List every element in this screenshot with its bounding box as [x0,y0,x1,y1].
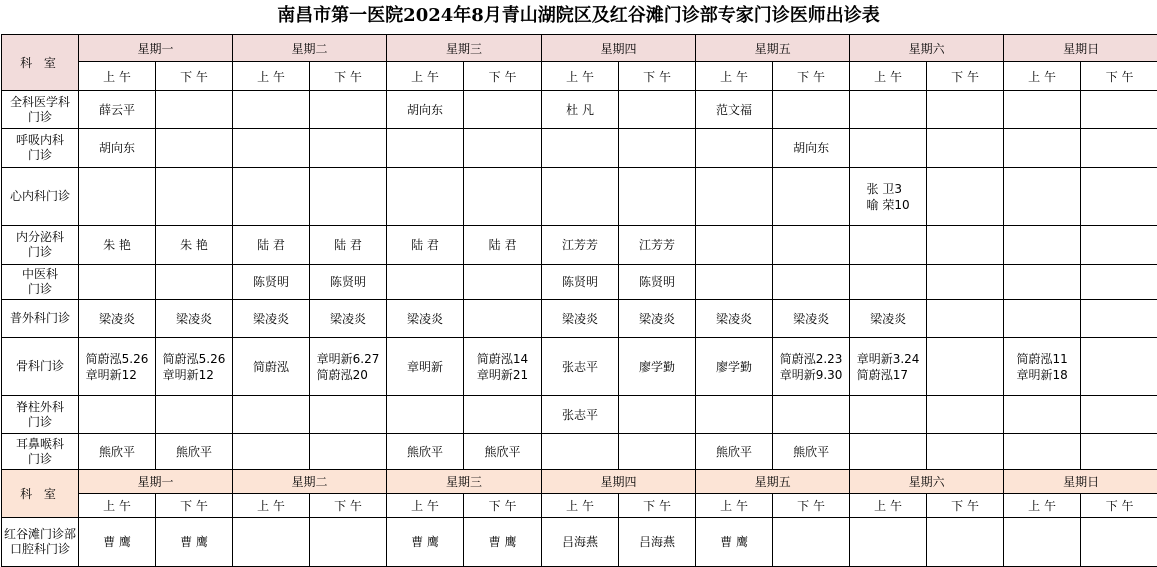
table-row [2,168,1157,226]
schedule-cell [387,396,464,434]
pm-header: 下 午 [619,494,696,518]
schedule-cell [1004,396,1081,434]
day-header-3: 星期三 [387,35,542,62]
schedule-cell [387,129,464,168]
doctor-name: 廖学勤 [639,359,675,375]
schedule-cell [619,518,696,567]
schedule-cell [156,434,233,470]
schedule-cell [542,396,619,434]
pm-header: 下 午 [156,62,233,91]
day-header-5: 星期五 [696,470,850,494]
schedule-cell [927,129,1004,168]
doctor-name: 曹 鹰 [180,534,208,550]
schedule-cell [233,129,310,168]
schedule-cell [310,91,387,129]
schedule-cell [387,338,464,396]
schedule-cell [310,396,387,434]
doctor-name: 曹 鹰 [103,534,131,550]
am-header: 上 午 [233,62,310,91]
doctor-name: 熊欣平 [407,444,443,460]
doctor-name: 曹 鹰 [720,534,748,550]
schedule-cell [310,168,387,226]
doctor-name: 陈贤明 [253,274,289,290]
doctor-name: 梁凌炎 [176,311,212,327]
schedule-cell [156,396,233,434]
pm-header: 下 午 [773,62,850,91]
schedule-cell [464,434,542,470]
day-header-3: 星期三 [387,470,542,494]
schedule-cell [773,300,850,338]
schedule-cell [1081,300,1157,338]
doctor-name: 梁凌炎 [716,311,752,327]
doctor-name: 江芳芳 [562,237,598,253]
schedule-cell [464,396,542,434]
doctor-name: 简蔚泓 [253,359,289,375]
am-header: 上 午 [696,62,773,91]
day-header-5: 星期五 [696,35,850,62]
schedule-cell [310,518,387,567]
am-header: 上 午 [79,62,156,91]
schedule-cell [464,168,542,226]
schedule-cell [233,434,310,470]
doctor-name: 张志平 [562,359,598,375]
doctor-name: 曹 鹰 [411,534,439,550]
am-header: 上 午 [696,494,773,518]
schedule-cell [1004,300,1081,338]
doctor-name: 简蔚泓11 章明新18 [1016,351,1067,383]
schedule-cell [79,300,156,338]
schedule-cell [927,434,1004,470]
doctor-name: 胡向东 [99,140,135,156]
day-header-7: 星期日 [1004,470,1157,494]
schedule-cell [696,91,773,129]
schedule-cell [156,338,233,396]
schedule-cell [310,434,387,470]
am-header: 上 午 [850,62,927,91]
dept-name: 红谷滩门诊部 口腔科门诊 [2,518,79,567]
schedule-cell [850,396,927,434]
schedule-cell [619,338,696,396]
doctor-name: 梁凌炎 [870,311,906,327]
schedule-cell [1081,518,1157,567]
schedule-cell [619,226,696,265]
schedule-cell [233,396,310,434]
doctor-name: 张 卫3 喻 荣10 [867,181,910,213]
pm-header: 下 午 [1081,494,1157,518]
doctor-name: 江芳芳 [639,237,675,253]
am-header: 上 午 [387,494,464,518]
schedule-cell [927,226,1004,265]
pm-header: 下 午 [156,494,233,518]
schedule-cell [464,338,542,396]
dept-name: 心内科门诊 [2,168,79,226]
schedule-cell [773,518,850,567]
dept-column-header: 科 室 [2,35,79,91]
doctor-name: 陆 君 [411,237,439,253]
doctor-name: 曹 鹰 [489,534,517,550]
am-header: 上 午 [1004,62,1081,91]
schedule-cell [156,129,233,168]
pm-header: 下 午 [310,62,387,91]
schedule-cell [1004,434,1081,470]
doctor-name: 杜 凡 [566,102,594,118]
schedule-cell [850,338,927,396]
schedule-cell [233,338,310,396]
am-header: 上 午 [233,494,310,518]
schedule-cell [542,226,619,265]
schedule-cell [156,168,233,226]
schedule-cell [1081,396,1157,434]
schedule-cell [79,129,156,168]
day-header-row [2,470,1157,494]
schedule-cell [464,91,542,129]
doctor-name: 简蔚泓2.23 章明新9.30 [780,351,843,383]
pm-header: 下 午 [464,494,542,518]
doctor-name: 熊欣平 [485,444,521,460]
pm-header: 下 午 [773,494,850,518]
doctor-name: 陆 君 [489,237,517,253]
ampm-header-row [2,494,1157,518]
am-header: 上 午 [1004,494,1081,518]
table-row [2,396,1157,434]
schedule-cell [387,265,464,300]
schedule-cell [927,396,1004,434]
dept-column-header: 科 室 [2,470,79,518]
schedule-cell [696,265,773,300]
dept-name: 内分泌科 门诊 [2,226,79,265]
schedule-cell [773,226,850,265]
schedule-cell [850,226,927,265]
schedule-cell [927,265,1004,300]
schedule-cell [387,300,464,338]
schedule-cell [79,338,156,396]
schedule-cell [619,396,696,434]
dept-name: 呼吸内科 门诊 [2,129,79,168]
table-row [2,434,1157,470]
schedule-cell [696,518,773,567]
schedule-cell [79,265,156,300]
schedule-cell [1081,338,1157,396]
doctor-name: 薛云平 [99,102,135,118]
day-header-6: 星期六 [850,470,1004,494]
doctor-name: 陆 君 [257,237,285,253]
schedule-cell [542,518,619,567]
schedule-cell [1004,265,1081,300]
schedule-cell [310,300,387,338]
dept-name: 骨科门诊 [2,338,79,396]
pm-header: 下 午 [310,494,387,518]
schedule-cell [696,300,773,338]
doctor-name: 熊欣平 [99,444,135,460]
table-row [2,265,1157,300]
day-header-4: 星期四 [542,35,696,62]
schedule-cell [387,434,464,470]
am-header: 上 午 [542,62,619,91]
schedule-cell [464,129,542,168]
doctor-name: 胡向东 [793,140,829,156]
schedule-cell [310,129,387,168]
schedule-cell [619,300,696,338]
dept-name: 耳鼻喉科 门诊 [2,434,79,470]
schedule-cell [927,518,1004,567]
doctor-name: 章明新3.24 简蔚泓17 [857,351,920,383]
schedule-cell [850,300,927,338]
schedule-cell [850,518,927,567]
schedule-cell [850,129,927,168]
schedule-cell [773,168,850,226]
doctor-name: 熊欣平 [716,444,752,460]
pm-header: 下 午 [1081,62,1157,91]
schedule-cell [542,168,619,226]
doctor-name: 梁凌炎 [639,311,675,327]
am-header: 上 午 [850,494,927,518]
doctor-name: 章明新 [407,359,443,375]
schedule-cell [1004,168,1081,226]
ampm-header-row [2,62,1157,91]
doctor-name: 简蔚泓14 章明新21 [477,351,528,383]
schedule-cell [696,226,773,265]
schedule-cell [927,168,1004,226]
schedule-cell [156,226,233,265]
schedule-cell [156,300,233,338]
schedule-cell [464,518,542,567]
schedule-cell [542,434,619,470]
schedule-cell [1081,168,1157,226]
schedule-cell [927,91,1004,129]
table-row [2,91,1157,129]
doctor-name: 范文福 [716,102,752,118]
schedule-cell [310,226,387,265]
schedule-cell [233,168,310,226]
schedule-cell [773,434,850,470]
schedule-cell [79,518,156,567]
schedule-cell [1081,226,1157,265]
schedule-cell [156,91,233,129]
schedule-cell [542,91,619,129]
schedule-cell [1081,129,1157,168]
schedule-cell [464,226,542,265]
schedule-cell [773,91,850,129]
schedule-cell [927,338,1004,396]
day-header-2: 星期二 [233,35,387,62]
pm-header: 下 午 [927,62,1004,91]
pm-header: 下 午 [464,62,542,91]
doctor-name: 梁凌炎 [407,311,443,327]
doctor-name: 陆 君 [334,237,362,253]
schedule-cell [387,226,464,265]
doctor-name: 简蔚泓5.26 章明新12 [163,351,226,383]
pm-header: 下 午 [927,494,1004,518]
schedule-cell [773,396,850,434]
schedule-cell [310,265,387,300]
doctor-name: 陈贤明 [330,274,366,290]
doctor-name: 朱 艳 [103,237,131,253]
schedule-cell [1081,91,1157,129]
doctor-name: 朱 艳 [180,237,208,253]
schedule-cell [156,518,233,567]
schedule-cell [773,129,850,168]
day-header-row [2,35,1157,62]
schedule-cell [542,300,619,338]
schedule-cell [696,338,773,396]
schedule-cell [1004,518,1081,567]
dept-name: 中医科 门诊 [2,265,79,300]
schedule-cell [696,434,773,470]
day-header-1: 星期一 [79,470,233,494]
schedule-cell [696,168,773,226]
pm-header: 下 午 [619,62,696,91]
dept-name: 脊柱外科 门诊 [2,396,79,434]
doctor-name: 熊欣平 [176,444,212,460]
schedule-cell [79,226,156,265]
day-header-7: 星期日 [1004,35,1157,62]
doctor-name: 陈贤明 [562,274,598,290]
day-header-2: 星期二 [233,470,387,494]
day-header-4: 星期四 [542,470,696,494]
schedule-cell [850,265,927,300]
doctor-name: 吕海燕 [562,534,598,550]
schedule-cell [1004,338,1081,396]
schedule-cell [387,518,464,567]
doctor-name: 简蔚泓5.26 章明新12 [86,351,149,383]
doctor-name: 梁凌炎 [99,311,135,327]
doctor-name: 廖学勤 [716,359,752,375]
schedule-cell [619,129,696,168]
schedule-cell [1081,265,1157,300]
schedule-cell [542,265,619,300]
table-row [2,518,1157,567]
doctor-name: 熊欣平 [793,444,829,460]
day-header-1: 星期一 [79,35,233,62]
table-row [2,129,1157,168]
doctor-name: 胡向东 [407,102,443,118]
schedule-cell [233,265,310,300]
schedule-cell [233,226,310,265]
schedule-cell [387,91,464,129]
table-row [2,226,1157,265]
table-row [2,338,1157,396]
schedule-cell [310,338,387,396]
schedule-cell [619,91,696,129]
am-header: 上 午 [387,62,464,91]
schedule-cell [156,265,233,300]
schedule-cell [1004,91,1081,129]
schedule-cell [79,396,156,434]
schedule-cell [79,91,156,129]
schedule-cell [696,396,773,434]
schedule-cell [850,168,927,226]
day-header-6: 星期六 [850,35,1004,62]
schedule-cell [773,338,850,396]
schedule-table [1,34,1157,567]
schedule-cell [1081,434,1157,470]
dept-name: 全科医学科 门诊 [2,91,79,129]
schedule-cell [542,338,619,396]
am-header: 上 午 [79,494,156,518]
schedule-cell [542,129,619,168]
schedule-cell [464,265,542,300]
schedule-cell [619,168,696,226]
am-header: 上 午 [542,494,619,518]
schedule-cell [387,168,464,226]
schedule-cell [619,265,696,300]
schedule-cell [773,265,850,300]
schedule-cell [79,168,156,226]
schedule-cell [927,300,1004,338]
schedule-cell [233,300,310,338]
doctor-name: 梁凌炎 [562,311,598,327]
page-title: 南昌市第一医院2024年8月青山湖院区及红谷滩门诊部专家门诊医师出诊表 [0,0,1157,32]
dept-name: 普外科门诊 [2,300,79,338]
schedule-cell [79,434,156,470]
doctor-name: 张志平 [562,407,598,423]
doctor-name: 梁凌炎 [793,311,829,327]
table-row [2,300,1157,338]
schedule-cell [233,518,310,567]
schedule-cell [850,91,927,129]
doctor-name: 梁凌炎 [253,311,289,327]
doctor-name: 梁凌炎 [330,311,366,327]
schedule-cell [850,434,927,470]
schedule-cell [1004,226,1081,265]
doctor-name: 章明新6.27 简蔚泓20 [317,351,380,383]
doctor-name: 吕海燕 [639,534,675,550]
schedule-cell [464,300,542,338]
schedule-cell [619,434,696,470]
schedule-cell [233,91,310,129]
doctor-name: 陈贤明 [639,274,675,290]
schedule-cell [1004,129,1081,168]
schedule-cell [696,129,773,168]
